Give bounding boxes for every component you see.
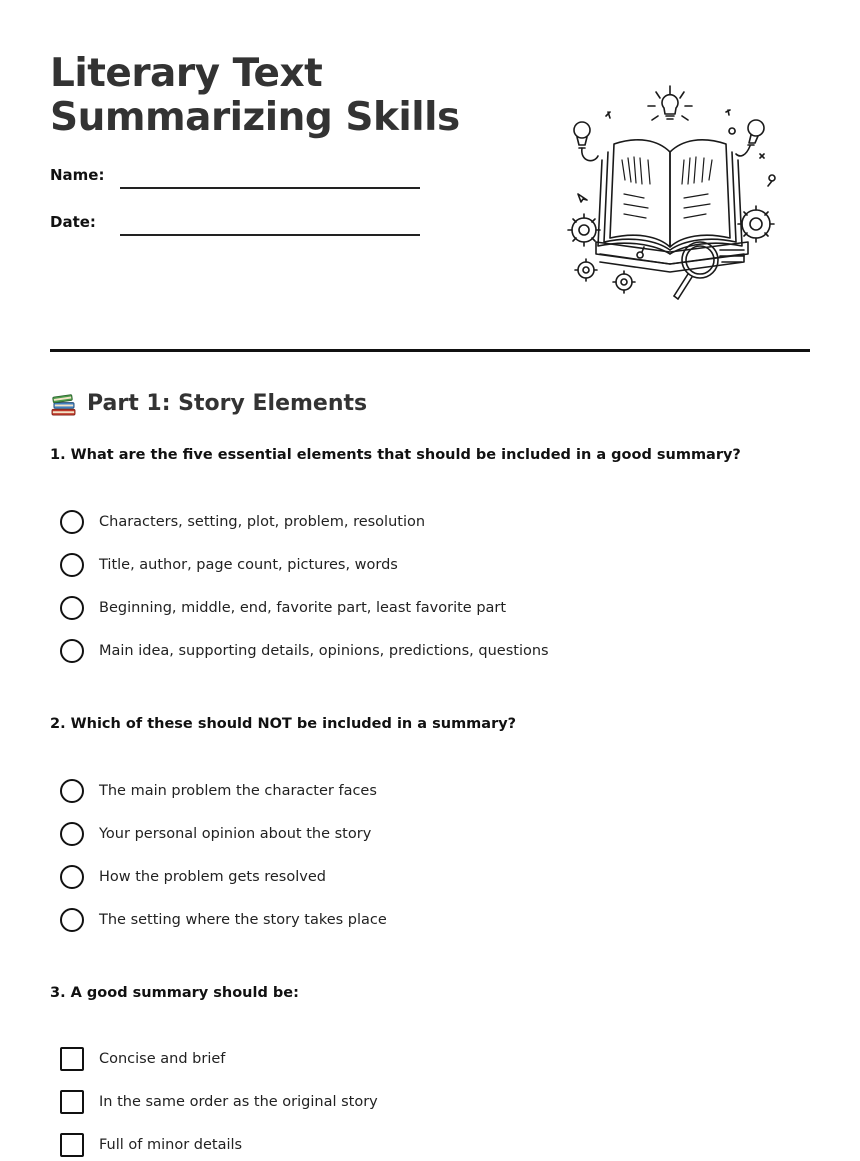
radio-button[interactable]	[60, 779, 84, 803]
q1-option-4[interactable]	[60, 638, 549, 664]
question-1: 1. What are the five essential elements that should be included in a good summary?	[50, 447, 741, 463]
small-gear-icon	[575, 259, 597, 281]
q1-option-1[interactable]	[60, 509, 425, 535]
radio-button[interactable]	[60, 639, 84, 663]
option-label: Beginning, middle, end, favorite part, least favorite part	[99, 600, 507, 616]
option-label: Characters, setting, plot, problem, resolution	[99, 514, 426, 530]
radio-button[interactable]	[60, 596, 84, 620]
q2-option-2[interactable]	[60, 821, 371, 847]
option-label: In the same order as the original story	[99, 1094, 378, 1110]
option-label: The setting where the story takes place	[99, 912, 387, 928]
option-label: Title, author, page count, pictures, words	[99, 557, 398, 573]
question-3: 3. A good summary should be:	[50, 985, 299, 1001]
name-field-line[interactable]	[120, 187, 420, 189]
books-icon	[50, 391, 77, 418]
left-lightbulb-icon	[574, 122, 598, 161]
q1-option-2[interactable]	[60, 552, 398, 578]
q1-option-3[interactable]	[60, 595, 506, 621]
section-divider	[50, 349, 810, 352]
option-label: How the problem gets resolved	[99, 869, 326, 885]
radio-button[interactable]	[60, 510, 84, 534]
name-label: Name:	[50, 166, 105, 184]
title-line-2: Summarizing Skills	[50, 95, 460, 140]
part1-heading-text: Part 1: Story Elements	[87, 391, 368, 416]
date-field-line[interactable]	[120, 234, 420, 236]
radio-button[interactable]	[60, 822, 84, 846]
gear-icon	[568, 214, 600, 246]
radio-button[interactable]	[60, 908, 84, 932]
q2-option-1[interactable]	[60, 778, 377, 804]
book-illustration-icon	[560, 82, 785, 304]
option-label: Main idea, supporting details, opinions, predictions, questions	[99, 643, 549, 659]
option-label: Concise and brief	[99, 1051, 226, 1067]
checkbox[interactable]	[60, 1090, 84, 1114]
worksheet-title	[50, 52, 510, 140]
radio-button[interactable]	[60, 865, 84, 889]
checkbox[interactable]	[60, 1133, 84, 1157]
q3-option-1[interactable]	[60, 1046, 225, 1072]
option-label: The main problem the character faces	[99, 783, 377, 799]
small-gear-icon-2	[613, 271, 635, 293]
question-2: 2. Which of these should NOT be included in a summary?	[50, 716, 517, 732]
date-label: Date:	[50, 213, 96, 231]
right-lightbulb-icon	[736, 120, 764, 156]
title-line-1: Literary Text	[50, 51, 323, 96]
option-label: Full of minor details	[99, 1137, 243, 1153]
lightbulb-icon	[648, 86, 692, 120]
q3-option-2[interactable]	[60, 1089, 378, 1115]
radio-button[interactable]	[60, 553, 84, 577]
q2-option-4[interactable]	[60, 907, 387, 933]
checkbox[interactable]	[60, 1047, 84, 1071]
q3-option-3[interactable]	[60, 1132, 242, 1158]
q2-option-3[interactable]	[60, 864, 326, 890]
right-gear-icon	[738, 206, 774, 242]
part1-heading	[50, 389, 367, 419]
option-label: Your personal opinion about the story	[99, 826, 372, 842]
